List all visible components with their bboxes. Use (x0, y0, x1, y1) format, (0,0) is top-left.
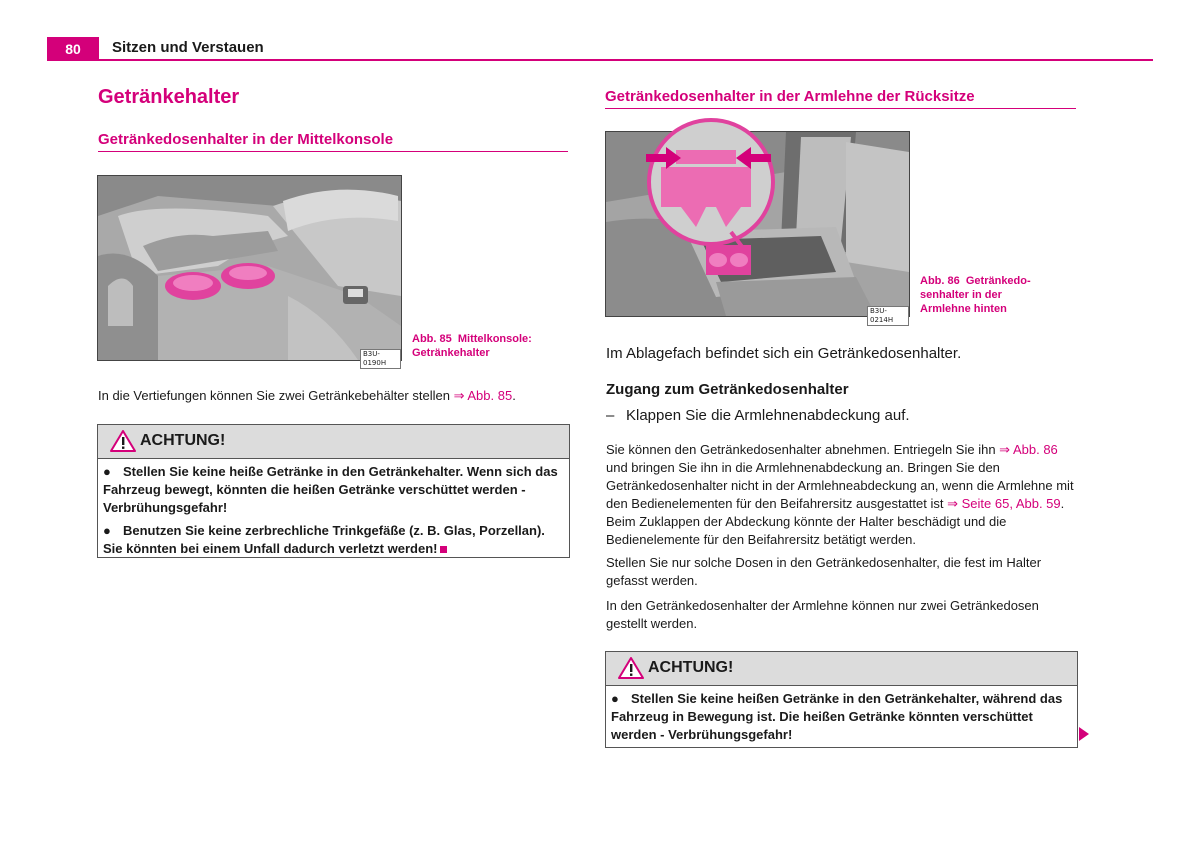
warning-box-left (97, 424, 570, 558)
console-paragraph (98, 387, 568, 405)
continue-arrow-icon (1079, 727, 1089, 741)
figure-caption-86 (920, 274, 1031, 316)
paragraph-text: und bringen Sie ihn in die Armlehnenabdeckung an. Bringen Sie den Getränkedosenhalter nicht in der Armlehneabdeckung an, wenn die Armlehne mit den Bedienelementen für den Beifahrersitz ausgestattet ist (606, 460, 1074, 511)
warning-content (98, 459, 569, 566)
bullet-icon: ● (103, 523, 111, 538)
armrest-paragraph-1 (606, 441, 1076, 549)
warning-triangle-icon (618, 656, 644, 680)
caption-text: Getränkedo- (965, 275, 1031, 287)
armrest-paragraph-2: Stellen Sie nur solche Dosen in den Getränkedosenhalter, die fest im Halter gefasst werden. (606, 555, 1042, 588)
caption-label: Abb. 86 (920, 275, 960, 287)
figure-code: B3U-0214H (867, 306, 909, 326)
caption-label: Abb. 85 (412, 333, 452, 345)
page-number: 80 (47, 37, 99, 60)
access-subheading: Zugang zum Getränkedosenhalter (606, 381, 849, 398)
warning-item (611, 690, 1072, 744)
warning-content (606, 686, 1077, 752)
bullet-icon: ● (103, 464, 111, 479)
warning-item (103, 463, 564, 517)
step-dash: – (606, 407, 615, 424)
paragraph-text: In die Vertiefungen können Sie zwei Getränkebehälter stellen (98, 388, 450, 403)
caption-text-2: Getränkehalter (412, 347, 490, 359)
armrest-paragraph-3: In den Getränkedosenhalter der Armlehne können nur zwei Getränkedosen gestellt werden. (606, 598, 1039, 631)
warning-title: ACHTUNG! (648, 659, 734, 676)
console-illustration (98, 176, 401, 360)
warning-header (98, 425, 569, 459)
section-heading-armrest: Getränkedosenhalter in der Armlehne der Rücksitze (605, 88, 1076, 109)
warning-box-right (605, 651, 1078, 748)
figure-caption-85 (412, 332, 532, 360)
armrest-figure (605, 131, 910, 324)
warning-title: ACHTUNG! (140, 432, 226, 449)
chapter-title: Sitzen und Verstauen (112, 39, 264, 56)
warning-item-text: Stellen Sie keine heiße Getränke in den Getränkehalter. Wenn sich das Fahrzeug bewegt, könnten die heißen Getränke verschüttet werden - Verbrühungsgefahr! (103, 464, 558, 515)
figure-link-86[interactable]: ⇒ Abb. 86 (999, 442, 1058, 457)
caption-text-3: Armlehne hinten (920, 303, 1007, 315)
caption-text: Mittelkonsole: (457, 333, 532, 345)
caption-text-2: senhalter in der (920, 289, 1002, 301)
paragraph-end: . (512, 388, 516, 403)
header-rule (47, 59, 1153, 61)
bullet-icon: ● (611, 691, 619, 706)
warning-item-text: Stellen Sie keine heißen Getränke in den Getränkehalter, während das Fahrzeug in Bewegung ist. Die heißen Getränke könnten verschüttet werden - Verbrühungsgefahr! (611, 691, 1063, 742)
step-item (606, 406, 1076, 426)
page-link-65[interactable]: ⇒ Seite 65, Abb. 59 (947, 496, 1061, 511)
console-figure (97, 175, 402, 367)
end-marker-icon (440, 546, 447, 553)
armrest-illustration (606, 132, 909, 316)
section-heading-console: Getränkedosenhalter in der Mittelkonsole (98, 131, 568, 152)
figure-link-85[interactable]: ⇒ Abb. 85 (453, 388, 513, 403)
warning-header (606, 652, 1077, 686)
warning-item-text: Benutzen Sie keine zerbrechliche Trinkgefäße (z. B. Glas, Porzellan). Sie könnten bei einem Unfall dadurch verletzt werden! (103, 523, 545, 556)
paragraph-text: Sie können den Getränkedosenhalter abnehmen. Entriegeln Sie ihn (606, 442, 1000, 457)
warning-item (103, 522, 564, 558)
page-title: Getränkehalter (98, 86, 240, 108)
armrest-intro: Im Ablagefach befindet sich ein Getränkedosenhalter. (606, 345, 962, 362)
step-text: Klappen Sie die Armlehnenabdeckung auf. (626, 407, 910, 424)
warning-triangle-icon (110, 429, 136, 453)
figure-code: B3U-0190H (360, 349, 401, 369)
paragraph-text: . Beim Zuklappen der Abdeckung könnte der Halter beschädigt und die Bedienelemente für den Beifahrersitz betätigt werden. (606, 496, 1065, 547)
